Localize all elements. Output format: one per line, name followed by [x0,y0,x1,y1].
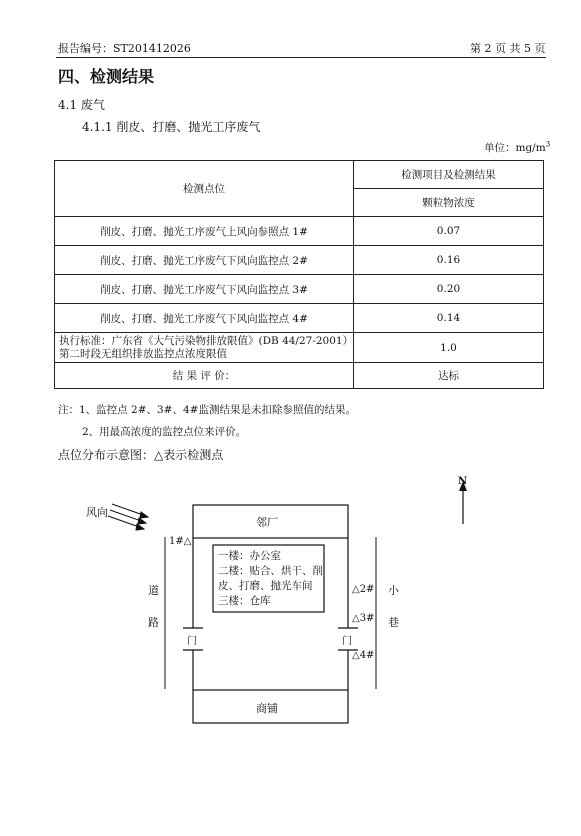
building-floors [218,549,323,609]
row-point: 削皮、打磨、抛光工序废气下风向监控点 3# [55,275,354,304]
point-4-marker: △4# [352,650,375,661]
conclusion-value: 达标 [354,363,544,389]
conclusion-label: 结 果 评 价： [55,363,354,389]
unit-text: 单位：mg/m [484,142,546,154]
point-1-marker: 1#△ [169,536,192,547]
north-arrow-icon [459,481,467,524]
diagram-caption: 点位分布示意图：△表示检测点 [58,448,224,462]
floor-line: 一楼：办公室 [218,550,281,562]
alley-label-1: 小 [388,584,399,597]
header-items: 检测项目及检测结果 [354,161,544,189]
floor-line: 皮、打磨、抛光车间 [218,580,313,592]
row-point: 削皮、打磨、抛光工序废气下风向监控点 2# [55,246,354,275]
north-label: N [458,476,468,487]
shop-label: 商铺 [256,702,278,715]
subsection-title: 4.1 废气 [58,98,105,112]
row-value: 0.07 [354,217,544,246]
row-value: 0.14 [354,304,544,333]
note-1: 注：1、监控点 2#、3#、4#监测结果是未扣除参照值的结果。 [58,404,356,416]
road-label-1: 道 [148,584,159,597]
standard-label: 执行标准：广东省《大气污染物排放限值》(DB 44/27-2001）第二时段无组织排放监控点浓度限值 [55,333,354,363]
section-title: 四、检测结果 [58,67,155,86]
door-left-label: 门 [187,636,197,647]
row-point: 削皮、打磨、抛光工序废气下风向监控点 4# [55,304,354,333]
floor-line: 三楼：仓库 [218,595,271,607]
note-2: 2、用最高浓度的监控点位来评价。 [82,426,247,438]
wind-label: 风向 [86,506,108,519]
row-value: 0.20 [354,275,544,304]
point-3-marker: △3# [352,613,375,624]
row-value: 0.16 [354,246,544,275]
floor-line: 二楼：贴合、烘干、削 [218,565,323,577]
unit-superscript: 3 [545,140,551,149]
page-indicator: 第 2 页 共 5 页 [470,42,546,55]
header-point: 检测点位 [55,161,354,217]
report-number: 报告编号：ST201412026 [58,42,191,55]
row-point: 削皮、打磨、抛光工序废气上风向参照点 1# [55,217,354,246]
point-2-marker: △2# [352,584,375,595]
road-label-2: 路 [148,616,159,629]
subsubsection-title: 4.1.1 削皮、打磨、抛光工序废气 [82,120,261,134]
neighbor-label: 邻厂 [256,516,278,529]
wind-arrows-icon [108,504,148,530]
standard-value: 1.0 [354,333,544,363]
header-param: 颗粒物浓度 [354,189,544,217]
alley-label-2: 巷 [388,616,399,629]
door-right-label: 门 [342,636,352,647]
